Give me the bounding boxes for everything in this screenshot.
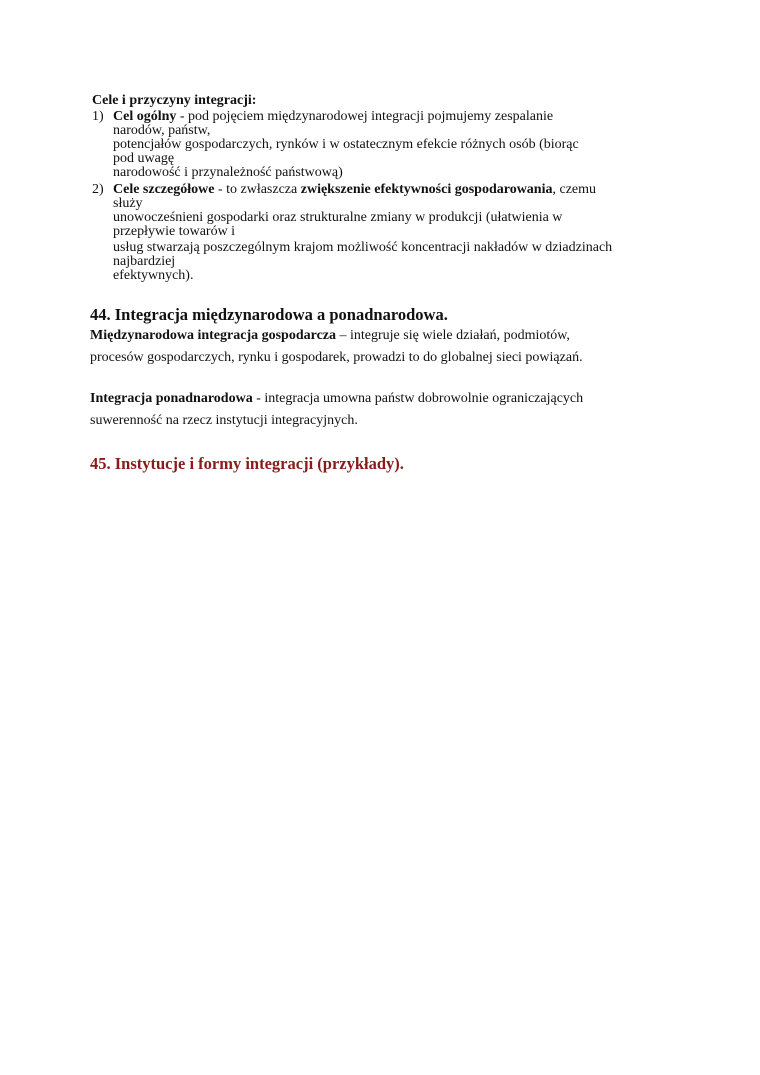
paragraph-2-line2: suwerenność na rzecz instytucji integracyjnych. [90, 413, 358, 428]
list-item-1-text: - pod pojęciem międzynarodowej integracji pojmujemy zespalanie [176, 109, 554, 124]
paragraph-1-text1: – integruje się wiele działań, podmiotów, [336, 328, 570, 343]
paragraph-1-line1 [90, 325, 570, 347]
list-item-2-text-mid: - to zwłaszcza [214, 182, 301, 197]
list-item-2-line4: przepływie towarów i [113, 224, 236, 239]
section-title: Cele i przyczyny integracji: [92, 93, 257, 108]
paragraph-2-line1 [90, 388, 583, 410]
heading-45: 45. Instytucje i formy integracji (przykłady). [90, 454, 404, 473]
list-item-2-line2: służy [113, 196, 143, 211]
list-item-2-line3: unowocześnieni gospodarki oraz strukturalne zmiany w produkcji (ułatwienia w [113, 210, 563, 225]
term-miedzynarodowa-integracja: Międzynarodowa integracja gospodarcza [90, 328, 337, 343]
list-number-1: 1) [92, 109, 104, 124]
list-item-1-line3: potencjałów gospodarczych, rynków i w ostatecznym efekcie różnych osób (biorąc [113, 137, 579, 152]
heading-44: 44. Integracja międzynarodowa a ponadnarodowa. [90, 305, 448, 324]
list-item-2-line5: usług stwarzają poszczególnym krajom możliwość koncentracji nakładów w dziadzinach [113, 240, 613, 255]
list-item-2-line7: efektywnych). [113, 268, 194, 283]
list-item-2-text-end: , czemu [552, 182, 597, 197]
paragraph-2-text1: - integracja umowna państw dobrowolnie ograniczających [252, 391, 584, 406]
term-cel-ogolny: Cel ogólny [113, 109, 177, 124]
term-integracja-ponadnarodowa: Integracja ponadnarodowa [90, 391, 253, 406]
emphasis-efektywnosc: zwiększenie efektywności gospodarowania [300, 182, 553, 197]
paragraph-1-line2: procesów gospodarczych, rynku i gospodarek, prowadzi to do globalnej sieci powiązań. [90, 350, 583, 365]
list-number-2: 2) [92, 182, 104, 197]
list-item-2-line6: najbardziej [113, 254, 176, 269]
list-item-2-line1 [113, 182, 596, 198]
list-item-1-line2: narodów, państw, [113, 123, 211, 138]
list-item-1-line4: pod uwagę [113, 151, 175, 166]
term-cele-szczegolowe: Cele szczegółowe [113, 182, 215, 197]
list-item-1-line5: narodowość i przynależność państwową) [113, 165, 343, 180]
